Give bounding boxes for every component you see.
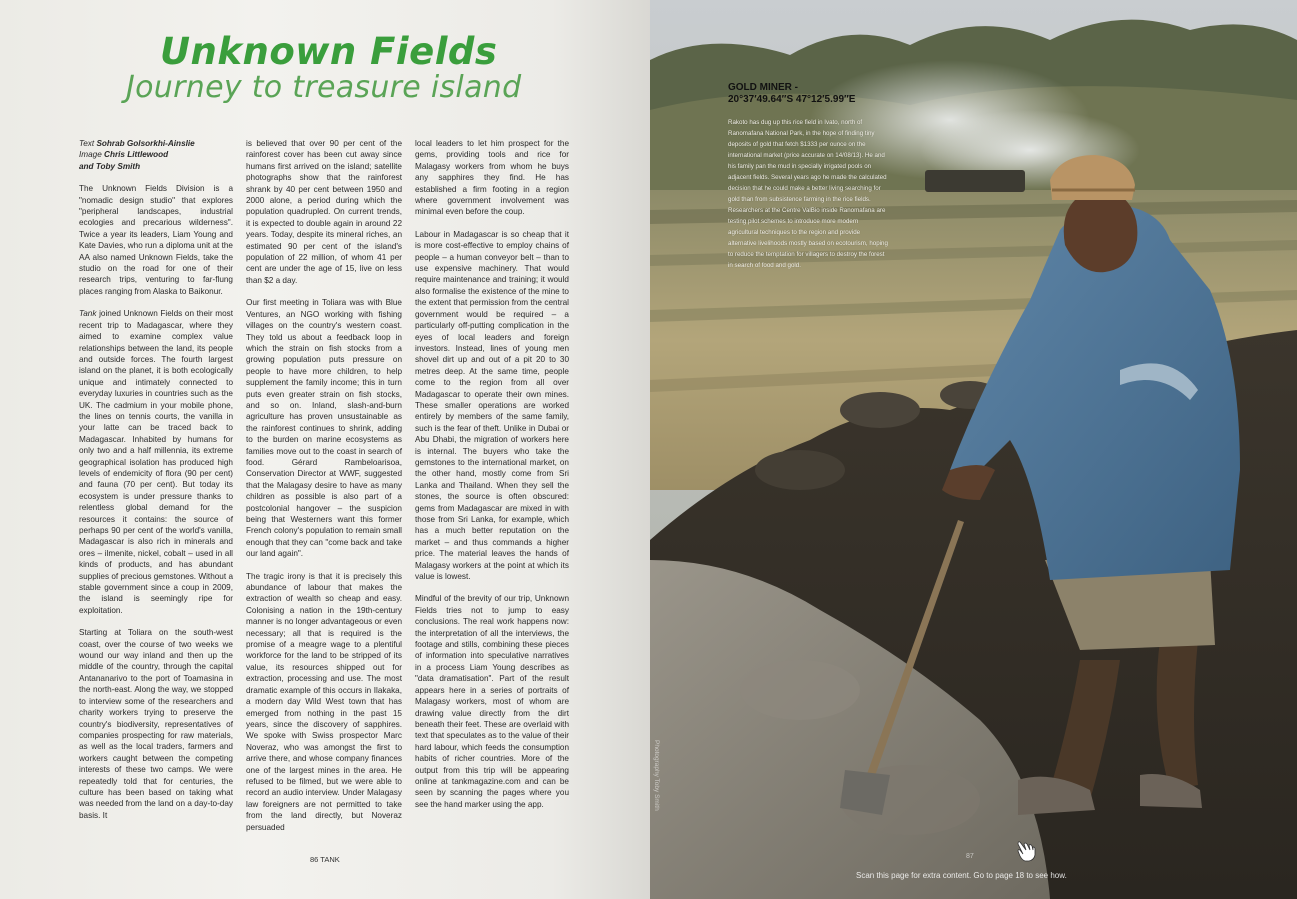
paragraph: Starting at Toliara on the south-west coast, over the course of two weeks we wound our way inland and then up the middle of the country, through the capital Antananarivo to the port of Toamasina in the north-east. Along the way, we stopped to interview some of the researchers and charity workers trying to preserve the country's biodiversity, representatives of companies prospecting for raw materials, as well as the local traders, farmers and workers caught between the competing interests of these two camps. We were repeatedly told that for centuries, the culture has been based on taking what was needed from the land on a day-to-day basis. It <box>79 628 233 820</box>
paragraph: Our first meeting in Toliara was with Blue Ventures, an NGO working with fishing villages on the country's western coast. They told us about a feedback loop in which the strain on fish stocks from a growing population puts pressure on people to have more children, to help supplement the family income; this in turn puts even greater strain on fish stocks, and so on. Inland, slash-and-burn agriculture has proven unsustainable as the rainforest continues to shrink, adding to the burden on marine ecosystems as families move out to the coast in search of food. Gérard Rambeloarisoa, Conservation Director at WWF, suggested that the Malagasy desire to have as many children as possible is also part of a postcolonial hangover – the suspicion being that Westerners want this former French colony's population to remain small enough that they can "come back and take our land again". <box>246 298 402 559</box>
page-number-right: 87 <box>966 853 974 860</box>
caption-title-line2: 20°37′49.64″S 47°12′5.99″E <box>728 94 856 105</box>
photo-credit: Photography Toby Smith <box>653 740 660 811</box>
magazine-name: Tank <box>79 309 97 319</box>
paragraph: Labour in Madagascar is so cheap that it is more cost-effective to employ chains of people – a human conveyor belt – than to use expensive machinery. That would require maintenance and training; it would also formalise the existence of the mine to the extent that permission from the central government would be required – a particularly off-putting complication in the eyes of local leaders and foreign investors. Instead, lines of young men shovel dirt up and out of a pit 20 to 30 metres deep. At the same time, people come to the region from all over Madagascar to operate their own mines. These smaller operations are worked entirely by members of the same family, such is the fear of theft. Unlike in Dubai or Abu Dhabi, the migration of workers here is internal. The buyers who take the gemstones to the international market, on the other hand, mostly come from Sri Lanka and Thailand. When they sell the stones, the source is often obscured: gems from Madagascar are mixed in with those from Sri Lanka, for example, which has a much better reputation on the market – and thus commands a higher price. The material leaves the hands of Malagasy workers at the point at which its value is lowest. <box>415 229 569 582</box>
image-author-2: Toby Smith <box>95 161 141 171</box>
hand-pointer-icon[interactable] <box>1014 838 1040 864</box>
paragraph <box>79 308 233 616</box>
text-author: Sohrab Golsorkhi-Ainslie <box>96 139 195 148</box>
paragraph: is believed that over 90 per cent of the rainforest cover has been cut away since humans first arrived on the island; satellite photographs show that the rainforest shrank by 40 per cent between 1950 and 2000 alone, a period during which the population quadrupled. On current trends, it is expected to double again in around 22 years. Today, despite its mineral riches, an estimated 90 per cent of the island's population of 22 million, of whom 41 per cent are under the age of 15, live on less than $2 a day. <box>246 139 402 285</box>
text-column-1 <box>79 138 233 832</box>
page-number-left: 86 TANK <box>310 855 340 864</box>
paragraph: Mindful of the brevity of our trip, Unknown Fields tries not to jump to easy conclusions. The real work happens now: the interpretation of all the interviews, the footage and stills, combining these pieces of information into speculative narratives in a process Liam Young describes as "data dramatisation". Part of the result appears here in a series of portraits of Malagasy workers, most of whom are drawing value directly from the dirt beneath their feet. These are overlaid with text that speculates as to the value of their hard labour, which feeds the consumption habits of richer countries. More of the output from this trip will be appearing online at tankmagazine.com and can be seen by scanning the pages where you see the hand marker using the app. <box>415 594 569 809</box>
text-column-2 <box>246 138 402 844</box>
caption-title <box>728 82 908 106</box>
scan-note: Scan this page for extra content. Go to page 18 to see how. <box>856 871 1067 880</box>
paragraph: local leaders to let him prospect for the gems, providing tools and rice for Malagasy workers from whom he buys any sapphires they find. He has established a firm footing in a region where government involvement was minimal even before the coup. <box>415 139 569 217</box>
article-title: Unknown Fields <box>160 30 498 73</box>
article-subtitle: Journey to treasure island <box>126 70 522 105</box>
credits <box>79 138 233 172</box>
and-label: and <box>79 161 94 171</box>
caption-title-line1: GOLD MINER - <box>728 82 798 93</box>
text-column-3 <box>415 138 569 821</box>
right-page <box>650 0 1297 899</box>
caption-body: Rakoto has dug up this rice field in Ivato, north of Ranomafana National Park, in the hope of finding tiny deposits of gold that fetch $1333 per ounce on the international market (price accurate on 14/08/13). He and his family pan the mud in specially irrigated pools on adjacent fields. Several years ago he made the calculated decision that he could make a better living searching for gold than from subsistence farming in the rice fields. Researchers at the Centre ValBio inside Ranomafana are testing pilot schemes to introduce more modern agricultural techniques to the region and provide alternative livelihoods mostly based on ecotourism, hoping to reduce the temptation for villagers to destroy the forest in search of food and gold. <box>728 119 888 269</box>
paragraph: The Unknown Fields Division is a "nomadic design studio" that explores "peripheral landscapes, industrial ecologies and precarious wilderness". Twice a year its leaders, Liam Young and Kate Davies, who run a diploma unit at the AA also named Unknown Fields, take the studio on the road for one of their research trips, venturing to far-flung places ranging from Alaska to Baikonur. <box>79 184 233 296</box>
paragraph-text: joined Unknown Fields on their most recent trip to Madagascar, where they aimed to examine complex value relationships between the land, its people and outside forces. The fourth largest island on the planet, it is both ecologically unique and intimately connected to everyday luxuries in countries such as the UK. The cadmium in your mobile phone, the lines on tennis courts, the vanilla in your latte can be traced back to Madagascar. Inhabited by humans for only two and a half millennia, its extreme geographical isolation has produced high levels of endemicity of flora (90 per cent) and fauna (70 per cent). But today its ecosystem is under pressure thanks to relentless global demand for the resources it contains: the source of perhaps 90 per cent of the world's vanilla, Madagascar is also rich in minerals and ores – ilmenite, nickel, cobalt – used in all kinds of products, and has abundant supplies of precious gemstones. Without a stable government since a coup in 2009, the island is seemingly ripe for exploitation. <box>79 309 233 615</box>
text-label: Text <box>79 139 95 148</box>
image-author-1: Chris Littlewood <box>104 150 169 160</box>
paragraph: The tragic irony is that it is precisely this abundance of labour that makes the extraction of wealth so cheap and easy. Colonising a nation in the 19th-century manner is no longer advantageous or even necessary; all that is required is the promise of a meagre wage to a plentiful workforce for the land to be stripped of its value, its resources shipped out for extraction, processing and use. The most dramatic example of this occurs in Ilakaka, a modern day Wild West town that has emerged from nothing in the past 15 years, since the discovery of sapphires. We spoke with Swiss prospector Marc Noveraz, who was amongst the first to arrive there, and whose company finances one of the largest mines in the area. He refused to be filmed, but we were able to record an audio interview. Under Malagasy law foreigners are not permitted to take from the land directly, but Noveraz persuaded <box>246 571 402 832</box>
image-label: Image <box>79 150 102 160</box>
